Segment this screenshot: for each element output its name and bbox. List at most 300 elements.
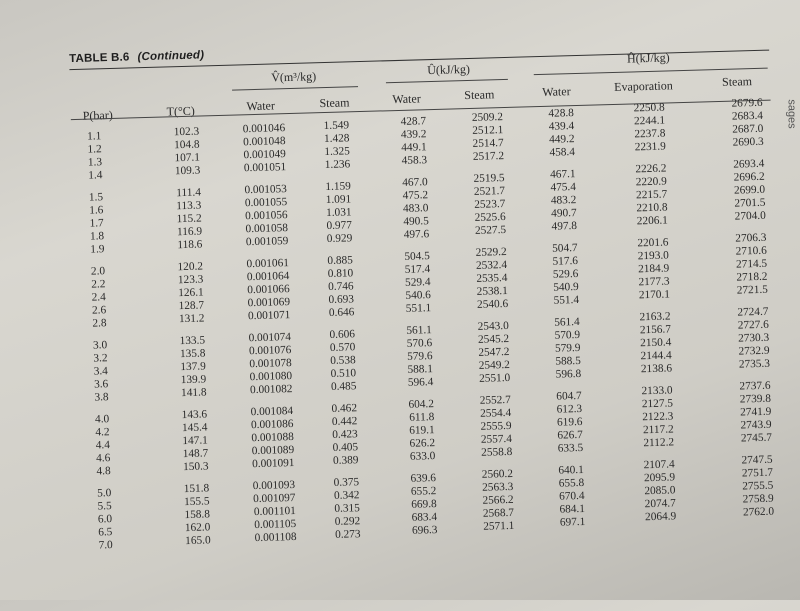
row-group bbox=[625, 102, 666, 155]
table-cell: 2.8 bbox=[92, 317, 107, 330]
table-cell: 596.4 bbox=[407, 376, 434, 389]
table-cell: 2704.0 bbox=[734, 209, 766, 223]
enthalpy-evaporation-header: Evaporation bbox=[613, 78, 673, 94]
table-number: TABLE B.6 bbox=[68, 51, 130, 66]
table-cell: 2549.2 bbox=[478, 358, 511, 372]
table-cell: 2193.0 bbox=[637, 249, 670, 263]
table-cell: 0.001088 bbox=[251, 431, 294, 445]
table-cell: 2679.6 bbox=[731, 96, 763, 110]
table-cell: 1.428 bbox=[323, 132, 350, 146]
table-cell: 3.4 bbox=[93, 365, 109, 378]
table-cell: 1.091 bbox=[325, 193, 352, 207]
table-cell: 1.5 bbox=[88, 191, 104, 204]
table-cell: 579.9 bbox=[554, 341, 581, 355]
table-cell: 2529.2 bbox=[475, 246, 507, 259]
row-group bbox=[167, 187, 203, 253]
row-group bbox=[241, 405, 295, 471]
table-cell: 145.4 bbox=[181, 421, 208, 435]
table-cell: 697.1 bbox=[559, 515, 586, 529]
row-group bbox=[396, 324, 434, 390]
table-cell: 669.8 bbox=[411, 498, 437, 511]
table-cell: 3.2 bbox=[93, 352, 108, 365]
row-group bbox=[730, 454, 774, 520]
table-cell: 2696.2 bbox=[733, 170, 765, 184]
table-cell: 2127.5 bbox=[641, 397, 674, 411]
table-cell: 2525.6 bbox=[474, 211, 506, 224]
table-cell: 551.4 bbox=[553, 294, 580, 307]
table-cell: 150.3 bbox=[182, 460, 209, 474]
table-cell: 0.746 bbox=[328, 280, 354, 293]
table-cell: 517.6 bbox=[552, 255, 579, 268]
row-group bbox=[87, 487, 113, 553]
table-cell: 2177.3 bbox=[638, 275, 670, 289]
row-group bbox=[243, 479, 297, 545]
table-cell: 0.001046 bbox=[242, 122, 286, 136]
table-cell: 2519.5 bbox=[473, 172, 505, 185]
row-group bbox=[317, 254, 355, 320]
table-cell: 2122.3 bbox=[642, 410, 674, 424]
table-cell: 2535.4 bbox=[476, 271, 508, 285]
row-group bbox=[81, 265, 107, 331]
table-continued-label: (Continued) bbox=[137, 49, 205, 64]
table-cell: 0.001093 bbox=[252, 479, 296, 493]
table-cell: 0.001078 bbox=[249, 357, 292, 371]
table-cell: 551.1 bbox=[405, 302, 432, 315]
row-group bbox=[171, 334, 207, 400]
table-cell: 2690.3 bbox=[732, 135, 764, 149]
table-cell: 684.1 bbox=[559, 502, 586, 516]
table-title bbox=[69, 49, 204, 65]
table-cell: 2226.2 bbox=[635, 162, 667, 176]
table-cell: 2699.0 bbox=[733, 183, 766, 197]
row-group bbox=[173, 408, 209, 474]
table-cell: 2117.2 bbox=[642, 423, 674, 437]
row-group bbox=[390, 115, 427, 168]
table-cell: 2244.1 bbox=[633, 114, 666, 128]
row-group bbox=[394, 250, 432, 316]
table-cell: 2107.4 bbox=[643, 458, 675, 472]
table-cell: 107.1 bbox=[174, 151, 201, 165]
row-group bbox=[467, 320, 511, 386]
table-cell: 2150.4 bbox=[640, 336, 672, 350]
table-cell: 0.001076 bbox=[248, 344, 292, 358]
enthalpy-steam-header: Steam bbox=[721, 74, 753, 89]
table-cell: 504.7 bbox=[552, 242, 578, 255]
row-group bbox=[79, 191, 105, 257]
table-cell: 626.2 bbox=[409, 437, 436, 450]
enthalpy-water-header: Water bbox=[542, 84, 571, 99]
table-cell: 1.4 bbox=[88, 169, 103, 182]
row-group bbox=[546, 390, 584, 456]
table-cell: 540.9 bbox=[553, 281, 579, 294]
table-cell: 1.159 bbox=[325, 180, 351, 194]
table-cell: 2693.4 bbox=[733, 157, 765, 171]
table-cell: 147.1 bbox=[182, 434, 209, 448]
table-cell: 633.0 bbox=[409, 450, 436, 463]
table-cell: 0.485 bbox=[330, 380, 357, 393]
table-cell: 0.001086 bbox=[250, 418, 294, 432]
table-cell: 116.9 bbox=[176, 225, 203, 239]
table-cell: 439.4 bbox=[548, 120, 575, 133]
table-cell: 7.0 bbox=[98, 539, 113, 552]
table-cell: 561.4 bbox=[554, 315, 580, 329]
row-group bbox=[722, 158, 766, 224]
table-cell: 640.1 bbox=[558, 463, 584, 477]
table-cell: 2532.4 bbox=[475, 258, 508, 272]
table-cell: 0.375 bbox=[333, 476, 360, 489]
row-group bbox=[632, 384, 674, 450]
row-group bbox=[165, 126, 200, 179]
table-cell: 588.1 bbox=[407, 363, 434, 376]
energy-water-header: Water bbox=[392, 91, 421, 107]
table-cell: 5.0 bbox=[96, 487, 112, 500]
row-group bbox=[628, 236, 670, 302]
volume-group-header: V̂(m³/kg) bbox=[271, 69, 317, 85]
table-cell: 497.8 bbox=[551, 220, 578, 233]
table-cell: 2745.7 bbox=[740, 431, 773, 445]
table-cell: 570.9 bbox=[554, 328, 581, 342]
table-cell: 158.8 bbox=[184, 508, 211, 522]
row-group bbox=[548, 464, 586, 530]
table-cell: 1.7 bbox=[89, 217, 104, 230]
table-cell: 0.273 bbox=[334, 528, 361, 541]
row-group bbox=[541, 242, 579, 308]
table-cell: 611.8 bbox=[409, 411, 435, 424]
table-cell: 0.001071 bbox=[247, 309, 291, 323]
table-cell: 2735.3 bbox=[738, 357, 771, 371]
table-cell: 0.001056 bbox=[245, 209, 288, 223]
pressure-header: P(bar) bbox=[82, 107, 113, 123]
table-cell: 0.538 bbox=[330, 354, 356, 367]
row-group bbox=[83, 339, 109, 405]
internal-energy-group-rule bbox=[386, 79, 508, 83]
table-cell: 2554.4 bbox=[479, 406, 512, 420]
table-cell: 0.001101 bbox=[253, 504, 297, 519]
table-cell: 1.6 bbox=[89, 204, 104, 217]
table-cell: 490.5 bbox=[403, 215, 429, 228]
row-group bbox=[465, 246, 509, 312]
table-cell: 604.7 bbox=[556, 389, 582, 403]
table-cell: 0.389 bbox=[332, 454, 359, 467]
table-cell: 2721.5 bbox=[736, 283, 769, 297]
row-group bbox=[724, 232, 768, 298]
table-cell: 0.001091 bbox=[251, 457, 295, 471]
table-cell: 2557.4 bbox=[480, 432, 513, 446]
row-group bbox=[471, 468, 515, 534]
table-cell: 0.646 bbox=[328, 306, 355, 319]
table-cell: 490.7 bbox=[551, 207, 577, 220]
table-cell: 2250.8 bbox=[633, 101, 665, 115]
internal-energy-group-header: Û(kJ/kg) bbox=[427, 61, 471, 78]
table-cell: 0.405 bbox=[332, 441, 359, 454]
table-cell: 467.1 bbox=[549, 168, 576, 181]
table-cell: 517.4 bbox=[404, 263, 431, 276]
table-cell: 133.5 bbox=[179, 334, 206, 348]
table-cell: 2547.2 bbox=[478, 345, 510, 359]
table-cell: 2138.6 bbox=[640, 362, 673, 376]
table-cell: 2701.5 bbox=[734, 196, 766, 210]
table-cell: 0.001066 bbox=[247, 283, 290, 297]
table-cell: 604.2 bbox=[408, 398, 435, 411]
table-cell: 0.693 bbox=[328, 293, 355, 306]
table-cell: 0.342 bbox=[333, 489, 360, 502]
table-cell: 0.001084 bbox=[250, 405, 294, 419]
table-cell: 2683.4 bbox=[731, 109, 764, 123]
table-cell: 2201.6 bbox=[637, 236, 669, 250]
row-group bbox=[398, 398, 436, 464]
table-cell: 2231.9 bbox=[634, 140, 666, 154]
table-cell: 0.442 bbox=[331, 415, 358, 428]
table-cell: 0.001061 bbox=[246, 257, 290, 271]
table-cell: 2730.3 bbox=[737, 331, 770, 345]
table-cell: 0.001053 bbox=[244, 183, 288, 197]
table-cell: 139.9 bbox=[180, 373, 207, 387]
row-group bbox=[85, 413, 111, 479]
table-cell: 2762.0 bbox=[742, 505, 775, 519]
table-cell: 2163.2 bbox=[639, 310, 671, 324]
table-cell: 0.292 bbox=[334, 515, 361, 528]
row-group bbox=[726, 306, 770, 372]
row-group bbox=[538, 107, 575, 160]
row-group bbox=[323, 476, 361, 542]
table-cell: 0.977 bbox=[326, 219, 353, 233]
volume-water-header: Water bbox=[246, 98, 276, 114]
table-cell: 483.2 bbox=[550, 194, 577, 207]
table-cell: 104.8 bbox=[174, 138, 200, 152]
table-cell: 111.4 bbox=[176, 186, 202, 200]
volume-steam-column bbox=[313, 119, 361, 551]
table-cell: 2710.6 bbox=[735, 244, 767, 258]
table-cell: 2741.9 bbox=[740, 405, 772, 419]
row-group bbox=[319, 328, 357, 394]
table-cell: 2566.2 bbox=[482, 493, 514, 507]
table-cell: 120.2 bbox=[177, 260, 204, 274]
row-group bbox=[313, 119, 350, 172]
table-cell: 529.6 bbox=[552, 268, 579, 281]
table-cell: 0.423 bbox=[332, 428, 358, 441]
table-cell: 570.6 bbox=[406, 337, 433, 350]
table-cell: 6.5 bbox=[98, 526, 113, 539]
table-cell: 2687.0 bbox=[732, 122, 764, 136]
table-cell: 596.8 bbox=[555, 367, 582, 381]
table-cell: 0.001089 bbox=[251, 444, 295, 458]
table-cell: 683.4 bbox=[411, 511, 438, 524]
table-cell: 639.6 bbox=[410, 472, 437, 485]
table-cell: 655.8 bbox=[558, 476, 585, 490]
table-cell: 128.7 bbox=[178, 299, 205, 313]
table-cell: 4.2 bbox=[95, 426, 110, 439]
table-cell: 2755.5 bbox=[742, 479, 774, 493]
energy-water-column bbox=[390, 115, 438, 547]
table-cell: 0.462 bbox=[331, 402, 358, 415]
table-cell: 1.1 bbox=[87, 130, 102, 143]
table-cell: 4.4 bbox=[95, 439, 111, 452]
table-cell: 2170.1 bbox=[638, 288, 671, 302]
table-cell: 2563.3 bbox=[482, 480, 514, 494]
table-cell: 0.929 bbox=[326, 232, 353, 246]
table-cell: 588.5 bbox=[555, 354, 581, 368]
row-group bbox=[321, 402, 359, 468]
table-cell: 655.2 bbox=[410, 485, 437, 498]
table-cell: 5.5 bbox=[97, 500, 112, 513]
table-cell: 2571.1 bbox=[483, 519, 515, 533]
table-cell: 1.3 bbox=[87, 156, 103, 169]
table-cell: 0.001049 bbox=[243, 148, 287, 162]
table-cell: 540.6 bbox=[405, 289, 432, 302]
table-cell: 497.6 bbox=[403, 228, 430, 241]
table-cell: 0.001069 bbox=[247, 296, 291, 310]
table-cell: 0.001074 bbox=[248, 331, 292, 345]
table-cell: 1.8 bbox=[89, 230, 105, 243]
row-group bbox=[720, 97, 763, 150]
table-cell: 428.7 bbox=[400, 115, 427, 128]
table-cell: 449.1 bbox=[401, 141, 427, 154]
row-group bbox=[237, 257, 291, 323]
enthalpy-water-column bbox=[538, 107, 586, 539]
table-cell: 2133.0 bbox=[641, 384, 673, 398]
table-cell: 670.4 bbox=[558, 489, 585, 503]
table-cell: 0.001051 bbox=[243, 161, 287, 175]
table-cell: 0.001082 bbox=[249, 383, 293, 397]
row-group bbox=[233, 122, 286, 175]
enthalpy-steam-column bbox=[720, 97, 774, 529]
table-cell: 2706.3 bbox=[735, 231, 767, 245]
table-cell: 6.0 bbox=[97, 513, 113, 526]
table-cell: 155.5 bbox=[183, 495, 210, 509]
table-cell: 2739.8 bbox=[739, 392, 772, 406]
table-cell: 2210.8 bbox=[636, 201, 668, 215]
table-cell: 2064.9 bbox=[644, 510, 677, 524]
table-cell: 1.2 bbox=[87, 143, 102, 156]
table-cell: 0.001064 bbox=[246, 270, 290, 284]
table-cell: 2538.1 bbox=[476, 284, 508, 298]
table-cell: 2540.6 bbox=[476, 297, 509, 311]
energy-steam-header: Steam bbox=[464, 87, 495, 103]
table-cell: 1.236 bbox=[324, 158, 351, 172]
table-cell: 2747.5 bbox=[741, 453, 773, 467]
table-cell: 165.0 bbox=[185, 534, 211, 548]
table-cell: 0.606 bbox=[329, 328, 356, 341]
volume-water-column bbox=[233, 122, 297, 554]
edge-text: sages bbox=[785, 99, 798, 129]
table-cell: 102.3 bbox=[173, 125, 200, 139]
table-cell: 1.325 bbox=[324, 145, 350, 159]
table-cell: 2527.5 bbox=[474, 224, 507, 237]
row-group bbox=[239, 331, 293, 397]
volume-group-rule bbox=[232, 86, 358, 91]
table-cell: 2206.1 bbox=[636, 214, 669, 228]
table-cell: 2517.2 bbox=[472, 150, 505, 163]
table-cell: 148.7 bbox=[182, 447, 209, 461]
row-group bbox=[544, 316, 582, 382]
table-cell: 439.2 bbox=[400, 128, 427, 141]
table-cell: 2156.7 bbox=[639, 323, 672, 337]
table-cell: 0.001080 bbox=[249, 370, 293, 384]
table-cell: 2509.2 bbox=[471, 111, 504, 124]
pressure-column bbox=[77, 130, 113, 562]
table-cell: 2724.7 bbox=[737, 305, 769, 319]
volume-steam-header: Steam bbox=[319, 95, 350, 111]
table-cell: 467.0 bbox=[402, 176, 428, 189]
table-cell: 123.3 bbox=[177, 273, 204, 287]
row-group bbox=[539, 168, 577, 234]
table-cell: 2512.1 bbox=[472, 124, 504, 137]
row-group bbox=[235, 183, 289, 249]
table-cell: 115.2 bbox=[176, 212, 202, 226]
table-cell: 2523.7 bbox=[474, 198, 506, 211]
table-cell: 1.549 bbox=[323, 119, 350, 133]
table-cell: 1.9 bbox=[90, 243, 105, 256]
table-cell: 141.8 bbox=[180, 386, 207, 400]
row-group bbox=[469, 394, 513, 460]
row-group bbox=[461, 111, 504, 164]
table-cell: 2.6 bbox=[91, 304, 107, 317]
table-cell: 626.7 bbox=[557, 428, 584, 442]
temperature-header: T(°C) bbox=[166, 103, 195, 119]
table-cell: 1.031 bbox=[325, 206, 352, 220]
row-group bbox=[175, 482, 211, 548]
table-cell: 2545.2 bbox=[477, 332, 510, 346]
table-cell: 2514.7 bbox=[472, 137, 504, 150]
table-cell: 0.510 bbox=[330, 367, 357, 380]
table-cell: 0.001058 bbox=[245, 222, 289, 236]
row-group bbox=[728, 380, 772, 446]
table-cell: 2543.0 bbox=[477, 319, 509, 333]
table-cell: 458.3 bbox=[401, 154, 428, 167]
table-cell: 0.001055 bbox=[244, 196, 288, 210]
table-cell: 2558.8 bbox=[481, 445, 513, 459]
table-cell: 2112.2 bbox=[643, 436, 675, 450]
table-cell: 475.2 bbox=[402, 189, 429, 202]
enthalpy-evaporation-column bbox=[625, 102, 677, 534]
table-cell: 2718.2 bbox=[736, 270, 768, 284]
table-cell: 2237.8 bbox=[634, 127, 666, 141]
table-cell: 449.2 bbox=[548, 133, 575, 146]
row-group bbox=[169, 260, 205, 326]
table-cell: 2085.0 bbox=[644, 484, 676, 498]
table-cell: 2552.7 bbox=[479, 393, 512, 407]
table-cell: 2144.4 bbox=[640, 349, 672, 363]
table-cell: 2568.7 bbox=[482, 506, 515, 520]
table-cell: 619.6 bbox=[556, 415, 583, 429]
table-cell: 0.001097 bbox=[252, 491, 296, 506]
table-cell: 2732.9 bbox=[738, 344, 770, 358]
table-cell: 2.4 bbox=[91, 291, 106, 304]
table-cell: 633.5 bbox=[557, 441, 584, 455]
table-cell: 135.8 bbox=[179, 347, 206, 361]
table-cell: 3.6 bbox=[93, 378, 109, 391]
table-cell: 162.0 bbox=[184, 521, 211, 535]
row-group bbox=[630, 310, 672, 376]
row-group bbox=[626, 163, 668, 229]
table-cell: 0.001059 bbox=[245, 235, 289, 249]
table-cell: 2758.9 bbox=[742, 492, 774, 506]
table-cell: 2095.9 bbox=[643, 471, 676, 485]
table-cell: 3.8 bbox=[94, 391, 109, 404]
table-cell: 696.3 bbox=[411, 524, 438, 537]
table-cell: 151.8 bbox=[183, 482, 210, 496]
table-cell: 2074.7 bbox=[644, 497, 676, 511]
table-cell: 131.2 bbox=[178, 312, 205, 326]
enthalpy-group-header: Ĥ(kJ/kg) bbox=[626, 50, 670, 66]
table-cell: 2184.9 bbox=[637, 262, 670, 276]
table-cell: 0.570 bbox=[329, 341, 356, 354]
table-cell: 2737.6 bbox=[739, 379, 771, 393]
table-cell: 561.1 bbox=[406, 324, 433, 337]
row-group bbox=[392, 176, 430, 242]
table-cell: 0.001105 bbox=[254, 517, 297, 532]
row-group bbox=[400, 472, 438, 538]
